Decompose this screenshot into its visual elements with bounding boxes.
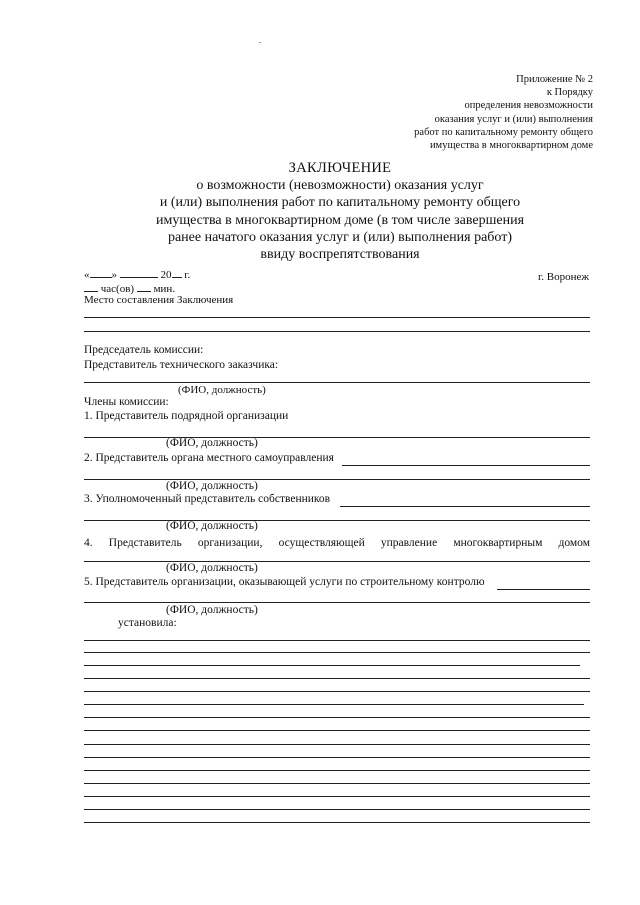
appendix-line: определения невозможности [464,100,593,112]
conclusion-line[interactable] [84,717,590,718]
member-1-line[interactable] [84,437,590,438]
scan-speck [259,42,261,43]
member-3-line[interactable] [84,520,590,521]
established-label: установила: [118,617,177,629]
conclusion-line[interactable] [84,783,590,784]
customer-rep-label: Представитель технического заказчика: [84,359,279,371]
member-2-line[interactable] [84,479,590,480]
conclusion-line[interactable] [84,665,580,666]
time-line [84,281,175,295]
conclusion-line[interactable] [84,730,590,731]
conclusion-line[interactable] [84,744,590,745]
member-4-word: многоквартирным [453,537,543,549]
member-2-label: 2. Представитель органа местного самоуправления [84,452,334,464]
date-month-blank[interactable] [120,267,158,278]
date-suffix: г. [184,269,191,281]
date-year-blank[interactable] [172,267,182,278]
conclusion-line[interactable] [84,822,590,823]
conclusion-line[interactable] [84,691,590,692]
appendix-line: Приложение № 2 [516,74,593,85]
chairman-label: Председатель комиссии: [84,344,204,356]
fio-caption: (ФИО, должность) [178,384,266,396]
title-main: ЗАКЛЮЧЕНИЕ [288,160,392,176]
conclusion-line[interactable] [84,796,590,797]
member-4-word: организации, [197,537,263,549]
member-2-inline-line[interactable] [342,465,590,466]
customer-rep-line[interactable] [84,382,590,383]
date-quote-open: « [84,269,90,281]
date-quote-close: » [111,269,117,281]
appendix-line: работ по капитальному ремонту общего [414,126,593,138]
date-day-blank[interactable] [90,267,112,278]
city-label: г. Воронеж [538,271,589,283]
members-label: Члены комиссии: [84,396,169,408]
date-year-prefix: 20 [160,269,172,281]
member-3-inline-line[interactable] [340,506,590,507]
member-4-line[interactable] [84,561,590,562]
conclusion-line[interactable] [84,652,590,653]
conclusion-line[interactable] [84,678,590,679]
place-line[interactable] [84,317,590,318]
title-line: имущества в многоквартирном доме (в том числе завершения [155,212,525,228]
place-label: Место составления Заключения [84,294,234,306]
conclusion-line[interactable] [84,770,590,771]
document-title [60,160,620,263]
member-4-word: домом [558,537,590,549]
member-4-label [84,537,590,549]
title-line: ввиду воспрепятствования [260,247,420,263]
member-1-label: 1. Представитель подрядной организации [84,410,289,422]
member-4-word: Представитель [108,537,182,549]
fio-caption: (ФИО, должность) [166,437,258,449]
appendix-line: к Порядку [546,87,593,99]
time-hours-blank[interactable] [84,281,98,292]
member-4-word: 4. [84,537,93,549]
appendix-line: имущества в многоквартирном доме [429,140,593,152]
fio-caption: (ФИО, должность) [166,480,258,492]
member-5-label: 5. Представитель организации, оказывающей услуги по строительному контролю [84,576,485,588]
time-minutes-blank[interactable] [137,281,151,292]
time-hours-label: час(ов) [100,283,135,295]
fio-caption: (ФИО, должность) [166,520,258,532]
fio-caption: (ФИО, должность) [166,562,258,574]
conclusion-line[interactable] [84,640,590,641]
member-5-line[interactable] [84,602,590,603]
title-line: и (или) выполнения работ по капитальному ремонту общего [159,195,521,211]
time-minutes-label: мин. [153,283,176,295]
member-4-word: управление [380,537,438,549]
member-5-inline-line[interactable] [497,589,590,590]
appendix-block [414,73,593,152]
title-line: ранее начатого оказания услуг и (или) выполнения работ) [167,229,513,245]
conclusion-line[interactable] [84,757,590,758]
place-line[interactable] [84,331,590,332]
member-4-word: осуществляющей [278,537,365,549]
member-3-label: 3. Уполномоченный представитель собственников [84,493,331,505]
conclusion-line[interactable] [84,704,584,705]
date-line [84,267,190,281]
conclusion-line[interactable] [84,809,590,810]
fio-caption: (ФИО, должность) [166,604,258,616]
title-line: о возможности (невозможности) оказания услуг [196,178,484,194]
appendix-line: оказания услуг и (или) выполнения [434,113,593,125]
